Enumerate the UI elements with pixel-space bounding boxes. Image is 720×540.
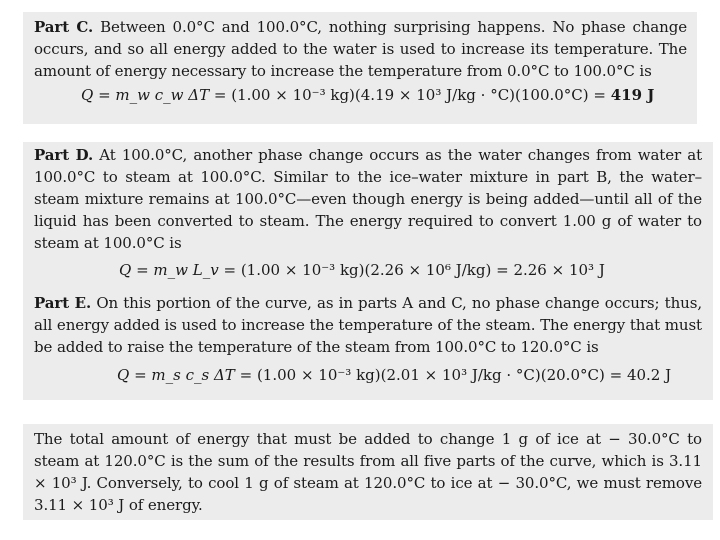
part-c-panel — [23, 12, 697, 124]
part-c-text: Between 0.0°C and 100.0°C, nothing surprising happens. No phase change occurs, and so all energy added to the water is used to increase its temperature. The amount of energy necessary to increase the temperature from 0.0°C to 100.0°C is — [34, 18, 687, 80]
part-d-e-panel — [23, 142, 713, 400]
equation-result: 419 J — [610, 86, 655, 104]
equation-lhs: Q — [117, 366, 130, 384]
equation-lhs: Q — [81, 86, 94, 104]
part-e-text: On this portion of the curve, as in parts A and C, no phase change occurs; thus, all energy added is used to increase the temperature of the steam. The energy that must be added to raise the temperature of the steam from 100.0°C to 120.0°C is — [34, 294, 702, 356]
part-c-paragraph — [34, 16, 687, 82]
part-d-paragraph — [34, 144, 702, 254]
equation-result: 40.2 J — [626, 366, 672, 384]
summary-paragraph: The total amount of energy that must be added to change 1 g of ice at − 30.0°C to steam at 120.0°C is the sum of the results from all five parts of the curve, which is 3.11 × 10³ J. Conversely, to cool 1 g of steam at 120.0°C to ice at − 30.0°C, we must remove 3.11 × 10³ J of energy. — [34, 430, 702, 514]
summary-panel — [23, 424, 713, 520]
part-e-paragraph — [34, 292, 702, 358]
equation-lhs: Q — [119, 261, 132, 279]
equation-symbolic: m_w c_w ΔT — [115, 86, 210, 104]
part-e-equation: Q = m_s c_s ΔT = (1.00 × 10⁻³ kg)(2.01 × 10³ J/kg · °C)(20.0°C) = 40.2 J — [117, 366, 672, 384]
equation-symbolic: m_w L_v — [153, 261, 219, 279]
part-d-text: At 100.0°C, another phase change occurs as the water changes from water at 100.0°C to steam at 100.0°C. Similar to the ice–water mixture in part B, the water–steam mixture remains at 100.0°C—even though energy is being added—until all of the liquid has been converted to steam. The energy required to convert 1.00 g of water to steam at 100.0°C is — [34, 146, 703, 252]
part-c-label: Part C. — [34, 18, 94, 36]
equation-symbolic: m_s c_s ΔT — [151, 366, 235, 384]
part-e-label: Part E. — [34, 294, 92, 312]
equation-substitution: (1.00 × 10⁻³ kg)(2.26 × 10⁶ J/kg) — [240, 261, 492, 279]
part-d-equation: Q = m_w L_v = (1.00 × 10⁻³ kg)(2.26 × 10⁶ J/kg) = 2.26 × 10³ J — [119, 261, 605, 279]
equation-result: 2.26 × 10³ J — [513, 261, 605, 279]
equation-substitution: (1.00 × 10⁻³ kg)(4.19 × 10³ J/kg · °C)(100.0°C) — [231, 86, 589, 104]
equation-substitution: (1.00 × 10⁻³ kg)(2.01 × 10³ J/kg · °C)(20.0°C) — [256, 366, 605, 384]
part-c-equation: Q = m_w c_w ΔT = (1.00 × 10⁻³ kg)(4.19 × 10³ J/kg · °C)(100.0°C) = 419 J — [81, 86, 655, 104]
part-d-label: Part D. — [34, 146, 94, 164]
